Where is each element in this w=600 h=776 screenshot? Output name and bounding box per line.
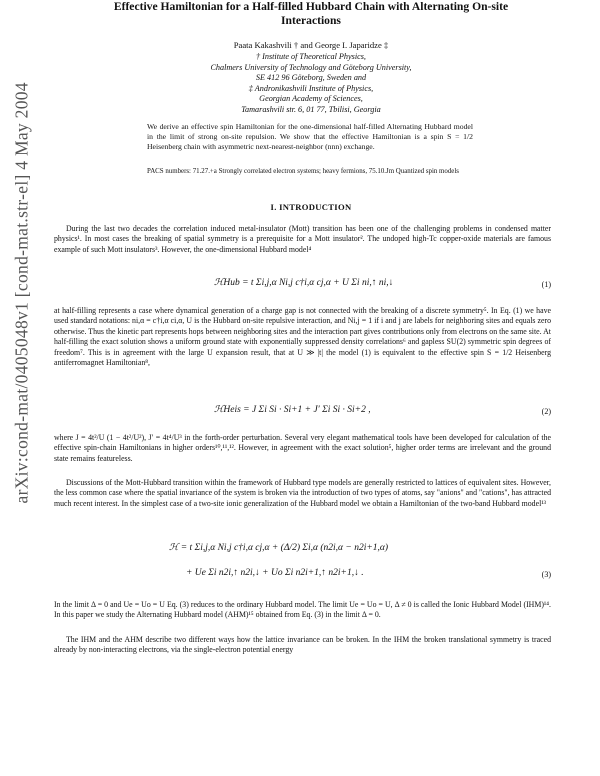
equation-2-number: (2) (541, 407, 551, 416)
paragraph-4: Discussions of the Mott-Hubbard transition within the framework of Hubbard type models are generally restricted to lattices of equivalent sites. However, the less common case where the spatial invariance of the system is broken via the introduction of two types of atoms, say "anions" and "cations", has attracted much recent interest. In the simplest case of a two-site ionic generalization of the Hubbard model we obtain a Hamiltonian of the two-band Hubbard model¹³ (54, 478, 551, 508)
paragraph-1: During the last two decades the correlation induced metal-insulator (Mott) transition has been one of the challenging problems in condensed matter physics¹. In most cases the breaking of spatial symmetry is a prerequisite for a Mott insulator². The undoped high-Tc copper-oxide materials are famous example of such Mott insulators³. However, the one-dimensional Hubbard model⁴ (54, 224, 551, 254)
affiliation-line: ‡ Andronikashvili Institute of Physics, (248, 83, 374, 93)
equation-3 (54, 542, 551, 586)
authors: Paata Kakashvili † and George I. Japaridze ‡ (233, 40, 389, 50)
paper-title (76, 0, 546, 28)
equation-1-number: (1) (541, 280, 551, 289)
affiliation-line: Georgian Academy of Sciences, (259, 94, 363, 104)
paragraph-3: where J = 4t²/U (1 − 4t²/U²), J′ = 4t⁴/U³ in the forth-order perturbation. Several very elegant mathematical tools have been developed for calculation of the effective spin-chain Hamiltonians in higher orders¹⁰,¹¹,¹². However, in agreement with the exact solution⁵, higher order terms are irrelevant and the ground state remains featureless. (54, 433, 551, 463)
equation-3-line-2: + Ue Σi n2i,↑ n2i,↓ + Uo Σi n2i+1,↑ n2i+1,↓ . (186, 568, 364, 578)
title-line-2: Interactions (281, 14, 341, 27)
paragraph-6: The IHM and the AHM describe two different ways how the lattice invariance can be broken. In the IHM the broken translational symmetry is traced already by non-interacting electrons, via the single-electron potential energy (54, 635, 551, 655)
equation-1 (54, 277, 551, 297)
equation-3-number: (3) (541, 570, 551, 579)
pacs-numbers: PACS numbers: 71.27.+a Strongly correlated electron systems; heavy fermions, 75.10.Jm Quantized spin models (147, 168, 459, 175)
affiliation-line: † Institute of Theoretical Physics, (256, 52, 366, 61)
arxiv-identifier: arXiv:cond-mat/0405048v1 [cond-mat.str-el] 4 May 2004 (11, 82, 32, 504)
paragraph-2: at half-filling represents a case where dynamical generation of a charge gap is not connected with the breaking of a discrete symmetry⁵. In Eq. (1) we have used standard notations: ni,α = c†i,α ci,α, U is the Hubbard on-site repulsive interaction, and Ni,j = 1 if i and j are labels for neighboring sites and equals zero otherwise. Thus the kinetic part represents hops between neighboring sites and the interaction part gives contributions only from electrons on the same site. At half-filling the exact solution shows a uniform ground state with exponentially suppressed density correlations⁶ and gapless SU(2) symmetric spin degrees of freedom⁷. This is in agreement with the large U expansion result, that at U ≫ |t| the model (1) is equivalent to the effective spin S = 1/2 Heisenberg antiferromagnet Hamiltonian⁸, (54, 306, 551, 368)
affiliation-line: Chalmers University of Technology and Göteborg University, (210, 62, 412, 72)
affiliations (76, 52, 546, 116)
affiliation-line: Tamarashvili str. 6, 01 77, Tbilisi, Georgia (241, 104, 381, 114)
equation-2-body: ℋHeis = J Σi Si · Si+1 + J′ Σi Si · Si+2 , (214, 405, 371, 415)
abstract: We derive an effective spin Hamiltonian for the one-dimensional half-filled Alternating Hubbard model in the limit of strong on-site repulsion. We show that the effective Hamiltonian is a spin S = 1/2 Heisenberg chain with asymmetric next-nearest-neighbor (nnn) exchange. (147, 122, 473, 151)
paragraph-5: In the limit Δ = 0 and Ue = Uo = U Eq. (3) reduces to the ordinary Hubbard model. The limit Ue = Uo = U, Δ ≠ 0 is called the Ionic Hubbard Model (IHM)¹⁴. In this paper we study the Alternating Hubbard model (AHM)¹⁵ obtained from Eq. (3) in the limit Δ = 0. (54, 600, 551, 620)
title-line-1: Effective Hamiltonian for a Half-filled Hubbard Chain with Alternating On-site (113, 0, 509, 13)
equation-1-body: ℋHub = t Σi,j,α Ni,j c†i,α cj,α + U Σi ni,↑ ni,↓ (214, 278, 394, 288)
affiliation-line: SE 412 96 Göteborg, Sweden and (255, 73, 367, 83)
section-heading: I. INTRODUCTION (270, 202, 352, 212)
equation-3-line-1: ℋ = t Σi,j,α Ni,j c†i,α cj,α + (Δ/2) Σi,α (n2i,α − n2i+1,α) (169, 543, 389, 553)
equation-2 (54, 404, 551, 424)
